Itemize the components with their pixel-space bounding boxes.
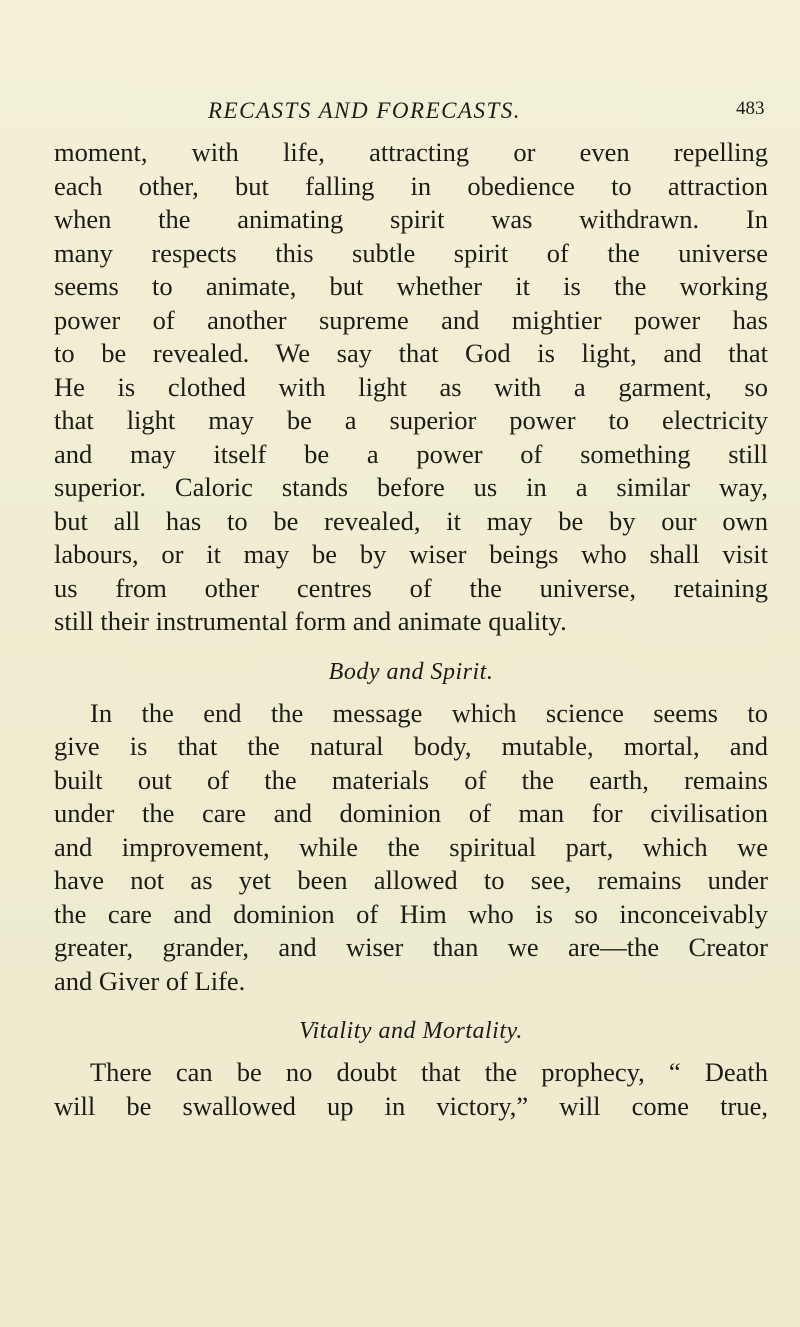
text-line: still their instrumental form and animate quality. <box>54 606 567 636</box>
text-line: us from other centres of the universe, retaining <box>54 572 768 603</box>
text-line: power of another supreme and mightier power has <box>54 304 768 335</box>
running-head <box>0 98 800 128</box>
text-line: will be swallowed up in victory,” will come true, <box>54 1090 768 1121</box>
text-line: that light may be a superior power to electricity <box>54 405 768 435</box>
text-line: have not as yet been allowed to see, remains under <box>54 865 768 895</box>
text-line: labours, or it may be by wiser beings who shall visit <box>54 539 768 569</box>
section-heading-vitality-and-mortality: Vitality and Mortality. <box>299 1018 523 1044</box>
text-line: superior. Caloric stands before us in a similar way, <box>54 472 768 502</box>
text-line: many respects this subtle spirit of the universe <box>54 237 768 268</box>
text-line: built out of the materials of the earth, remains <box>54 764 768 795</box>
text-line: and Giver of Life. <box>54 965 246 996</box>
paragraph-continuation <box>54 136 768 639</box>
text-line: greater, grander, and wiser than we are—the Creator <box>54 932 768 962</box>
text-line: In the end the message which science seems to <box>90 697 768 728</box>
paragraph-vitality-and-mortality <box>54 1056 768 1123</box>
text-line: when the animating spirit was withdrawn. In <box>54 204 768 234</box>
text-line: and improvement, while the spiritual part, which we <box>54 831 768 862</box>
section-heading-body-and-spirit: Body and Spirit. <box>328 658 494 685</box>
text-line: but all has to be revealed, it may be by our own <box>54 505 768 536</box>
text-line: under the care and dominion of man for civilisation <box>54 798 768 828</box>
text-line: the care and dominion of Him who is so inconceivably <box>54 898 768 929</box>
paragraph-body-and-spirit <box>54 697 768 999</box>
text-line: moment, with life, attracting or even repelling <box>54 137 768 167</box>
text-line: seems to animate, but whether it is the working <box>54 271 768 301</box>
text-line: and may itself be a power of something still <box>54 438 768 469</box>
text-line: each other, but falling in obedience to attraction <box>54 170 768 201</box>
text-line: There can be no doubt that the prophecy, “ Death <box>90 1057 768 1087</box>
text-line: give is that the natural body, mutable, mortal, and <box>54 731 768 761</box>
text-line: to be revealed. We say that God is light, and that <box>54 338 768 368</box>
running-title: RECASTS AND FORECASTS. <box>208 98 522 123</box>
body-text <box>54 136 768 1123</box>
text-line: He is clothed with light as with a garment, so <box>54 371 768 402</box>
page-number: 483 <box>736 98 765 119</box>
